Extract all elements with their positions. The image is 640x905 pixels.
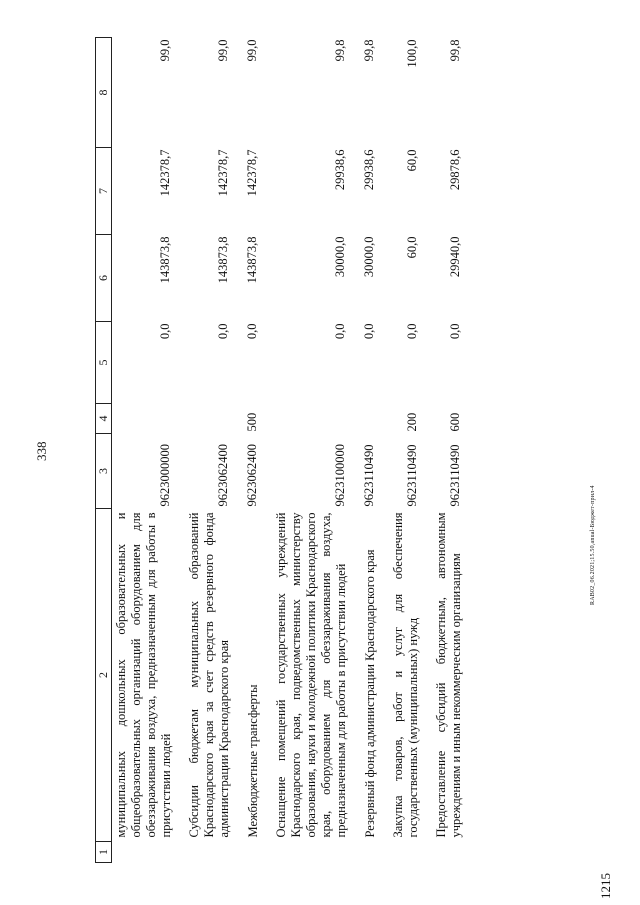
row-col8: 99,0 [245, 39, 259, 62]
col-header-8: 8 [96, 38, 112, 148]
col-header-4: 4 [96, 404, 112, 434]
row-col5: 0,0 [333, 323, 347, 340]
row-code: 9623100000 [333, 444, 347, 507]
row-name: Предоставление субсидий бюджетным, автономным учреждениям и иным некоммерческим организациям [434, 512, 463, 838]
table-row [261, 38, 349, 863]
row-col8: 99,8 [333, 39, 347, 62]
page-number: 338 [34, 441, 49, 461]
row-col6: 30000,0 [362, 236, 376, 278]
row-vr [349, 404, 378, 434]
row-name: Закупка товаров, работ и услуг для обеспечения государственных (муниципальных) нужд [391, 512, 420, 838]
row-vr [112, 404, 175, 434]
row-name: муниципальных дошкольных образовательных и общеобразовательных организаций оборудованием для обеззараживания воздуха, предназначенным для работы в присутствии людей [112, 509, 175, 842]
row-col6: 29940,0 [448, 236, 462, 278]
row-code: 9623110490 [405, 444, 419, 507]
row-col8: 99,8 [362, 39, 376, 62]
table-row [232, 38, 261, 863]
book-page-number: 1215 [598, 873, 613, 899]
row-name: Субсидии бюджетам муниципальных образований Краснодарского края за счет средств резервного фонда администрации Краснодарского края [187, 512, 231, 838]
row-col6: 143873,8 [112, 235, 175, 322]
row-col8: 99,8 [448, 39, 462, 62]
row-vr [261, 404, 349, 434]
row-col5: 0,0 [216, 323, 230, 340]
table-row [174, 38, 232, 863]
table-row [349, 38, 378, 863]
row-col7: 142378,7 [216, 149, 230, 197]
row-col7: 142378,7 [245, 149, 259, 197]
row-col5: 0,0 [245, 323, 259, 340]
row-col6: 143873,8 [216, 236, 230, 284]
row-col6: 30000,0 [333, 236, 347, 278]
row-col5: 0,0 [448, 323, 462, 340]
row-name: Резервный фонд администрации Краснодарского края [363, 549, 377, 838]
row-code: 9623110490 [362, 444, 376, 507]
col-header-5: 5 [96, 322, 112, 404]
row-vr [174, 404, 232, 434]
row-code: 9623062400 [216, 444, 230, 507]
col-header-6: 6 [96, 235, 112, 322]
row-vr: 600 [448, 412, 462, 432]
col-header-1: 1 [96, 842, 112, 863]
row-code: 9623110490 [448, 444, 462, 507]
row-col8: 99,0 [112, 38, 175, 148]
row-col5: 0,0 [362, 323, 376, 340]
table-row [112, 38, 175, 863]
row-col7: 142378,7 [112, 148, 175, 235]
row-col5: 0,0 [405, 323, 419, 340]
row-col8: 100,0 [405, 39, 419, 68]
row-name: Оснащение помещений государственных учреждений Краснодарского края, подведомственных министерству образования, науки и молодежной политики Краснодарского края, оборудованием для обеззараживания воздуха, предназначенным для работы в присутствии людей [274, 512, 348, 838]
row-name: Межбюджетные трансферты [246, 684, 260, 838]
row-code: 9623000000 [112, 434, 175, 509]
row-col6: 60,0 [405, 236, 419, 259]
row-vr: 500 [245, 412, 259, 432]
table-row [378, 38, 421, 863]
row-col5: 0,0 [112, 322, 175, 404]
row-col7: 60,0 [405, 149, 419, 172]
row-code: 9623062400 [245, 444, 259, 507]
row-col6: 143873,8 [245, 236, 259, 284]
row-col7: 29938,6 [333, 149, 347, 191]
table-row [421, 38, 464, 863]
col-header-2: 2 [96, 509, 112, 842]
row-vr: 200 [405, 412, 419, 432]
row-col7: 29878,6 [448, 149, 462, 191]
col-header-7: 7 [96, 148, 112, 235]
table-header-row [96, 38, 112, 863]
row-col8: 99,0 [216, 39, 230, 62]
row-col7: 29938,6 [362, 149, 376, 191]
footer-file-code: RAB02_06.2021;15.50,anual-Бюджет-прил-4 [590, 485, 596, 605]
col-header-3: 3 [96, 434, 112, 509]
budget-table [95, 37, 464, 863]
